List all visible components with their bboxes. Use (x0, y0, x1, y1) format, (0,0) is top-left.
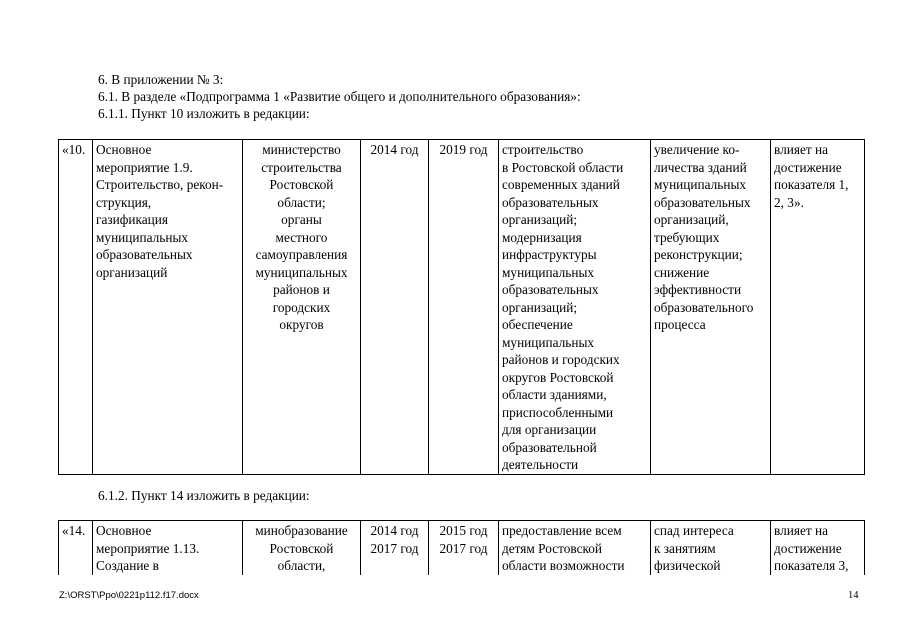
cell-text-line: модернизация (502, 229, 582, 245)
cell-text-line: организаций; (502, 299, 578, 315)
cell-text-line: организаций (96, 264, 168, 280)
cell-number: «14. (59, 521, 93, 576)
cell-text-line: инфраструктуры (502, 247, 597, 262)
cell-text-line: строительство (502, 142, 584, 157)
cell-text-line: струкция, (96, 194, 152, 210)
cell-text-line: требующих (654, 229, 720, 245)
paragraph-appendix-3: 6. В приложении № 3: (98, 72, 224, 87)
cell-text-line: организаций; (502, 212, 578, 227)
cell-text-line: достижение (774, 159, 842, 175)
cell-indicator-link (771, 521, 865, 576)
cell-text-line: Ростовской (269, 177, 334, 192)
cell-text-line: личества зданий (654, 159, 747, 175)
cell-text-line: мероприятие 1.13. (96, 540, 200, 556)
cell-text-line: городских (272, 299, 331, 315)
cell-text-line: снижение (654, 264, 710, 280)
cell-text-line: 2, 3». (774, 194, 804, 210)
cell-number: «10. (59, 140, 93, 475)
cell-text-line: влияет на (774, 142, 829, 157)
cell-text-line: достижение (774, 540, 842, 556)
cell-text-line: области, (277, 558, 326, 573)
cell-text-line: местного (275, 229, 328, 245)
cell-text-line: приспособленными (502, 404, 614, 420)
cell-text-line: к занятиям (654, 540, 716, 556)
cell-activity-name (93, 521, 243, 576)
cell-text-line: области возможности (502, 558, 625, 573)
cell-text-line: эффективности (654, 282, 742, 297)
cell-end-year: 2019 год (429, 140, 499, 475)
cell-start-year: 2014 год (361, 140, 429, 475)
cell-text-line: процесса (654, 317, 706, 332)
cell-text-line: образовательных (502, 194, 599, 210)
cell-text-line: министерство (262, 142, 341, 157)
cell-text-line: образовательных (502, 282, 599, 297)
cell-text-line: организаций, (654, 212, 729, 227)
paragraph-section-subprogram-1: 6.1. В разделе «Подпрограмма 1 «Развитие общего и дополнительного образования»: (98, 89, 581, 104)
cell-text-line: Строительство, рекон- (96, 177, 224, 192)
cell-consequences (651, 521, 771, 576)
cell-expected-result (499, 521, 651, 576)
cell-text-line: обеспечение (502, 317, 573, 332)
cell-text-line: органы (281, 212, 322, 227)
cell-text-line: детям Ростовской (502, 540, 603, 556)
cell-text-line: 2017 год (370, 540, 419, 556)
cell-text-line: 2017 год (439, 540, 488, 556)
cell-text-line: образовательного (654, 299, 754, 315)
cell-text-line: самоуправления (255, 247, 348, 262)
cell-text-line: спад интереса (654, 523, 734, 538)
cell-text-line: области зданиями, (502, 387, 607, 402)
cell-text-line: 2014 год (370, 523, 419, 538)
cell-text-line: показателя 3, (774, 558, 849, 573)
table-row (59, 521, 865, 576)
paragraph-item-14-heading: 6.1.2. Пункт 14 изложить в редакции: (98, 488, 310, 503)
cell-text-line: мероприятие 1.9. (96, 159, 193, 175)
cell-end-year (429, 521, 499, 576)
cell-text-line: газификация (96, 212, 168, 227)
cell-text-line: образовательной (502, 439, 597, 455)
cell-text-line: образовательных (96, 247, 193, 262)
cell-text-line: увеличение ко- (654, 142, 740, 157)
cell-text-line: минобразование (255, 523, 348, 538)
table-item-14 (58, 520, 865, 575)
cell-text-line: муниципальных (502, 334, 595, 350)
cell-text-line: районов и городских (502, 352, 620, 367)
cell-text-line: Создание в (96, 558, 159, 573)
cell-text-line: муниципальных (654, 177, 747, 192)
cell-text-line: округов Ростовской (502, 369, 614, 385)
cell-text-line: реконструкции; (654, 247, 743, 262)
cell-text-line: муниципальных (502, 264, 595, 280)
cell-text-line: Основное (96, 142, 152, 157)
cell-text-line: Ростовской (269, 540, 334, 556)
cell-text-line: строительства (261, 159, 342, 175)
cell-text-line: предоставление всем (502, 523, 622, 538)
cell-text-line: физической (654, 558, 721, 573)
cell-text-line: округов (279, 317, 324, 332)
cell-text-line: муниципальных (96, 229, 189, 245)
page-number: 14 (848, 590, 859, 601)
cell-text-line: области; (277, 194, 326, 210)
cell-text-line: 2015 год (439, 523, 488, 538)
cell-text-line: современных зданий (502, 177, 620, 192)
footer-file-path: Z:\ORST\Ppo\0221p112.f17.docx (59, 590, 199, 601)
cell-text-line: показателя 1, (774, 177, 849, 192)
cell-start-year (361, 521, 429, 576)
cell-text-line: деятельности (502, 457, 579, 472)
cell-text-line: для организации (502, 422, 597, 437)
cell-text-line: муниципальных (255, 264, 348, 280)
cell-executor (243, 521, 361, 576)
cell-text-line: районов и (273, 282, 330, 297)
paragraph-item-10-heading: 6.1.1. Пункт 10 изложить в редакции: (98, 106, 310, 121)
cell-text-line: влияет на (774, 523, 829, 538)
cell-text-line: образовательных (654, 194, 751, 210)
cell-text-line: в Ростовской области (502, 159, 624, 175)
cell-text-line: Основное (96, 523, 152, 538)
